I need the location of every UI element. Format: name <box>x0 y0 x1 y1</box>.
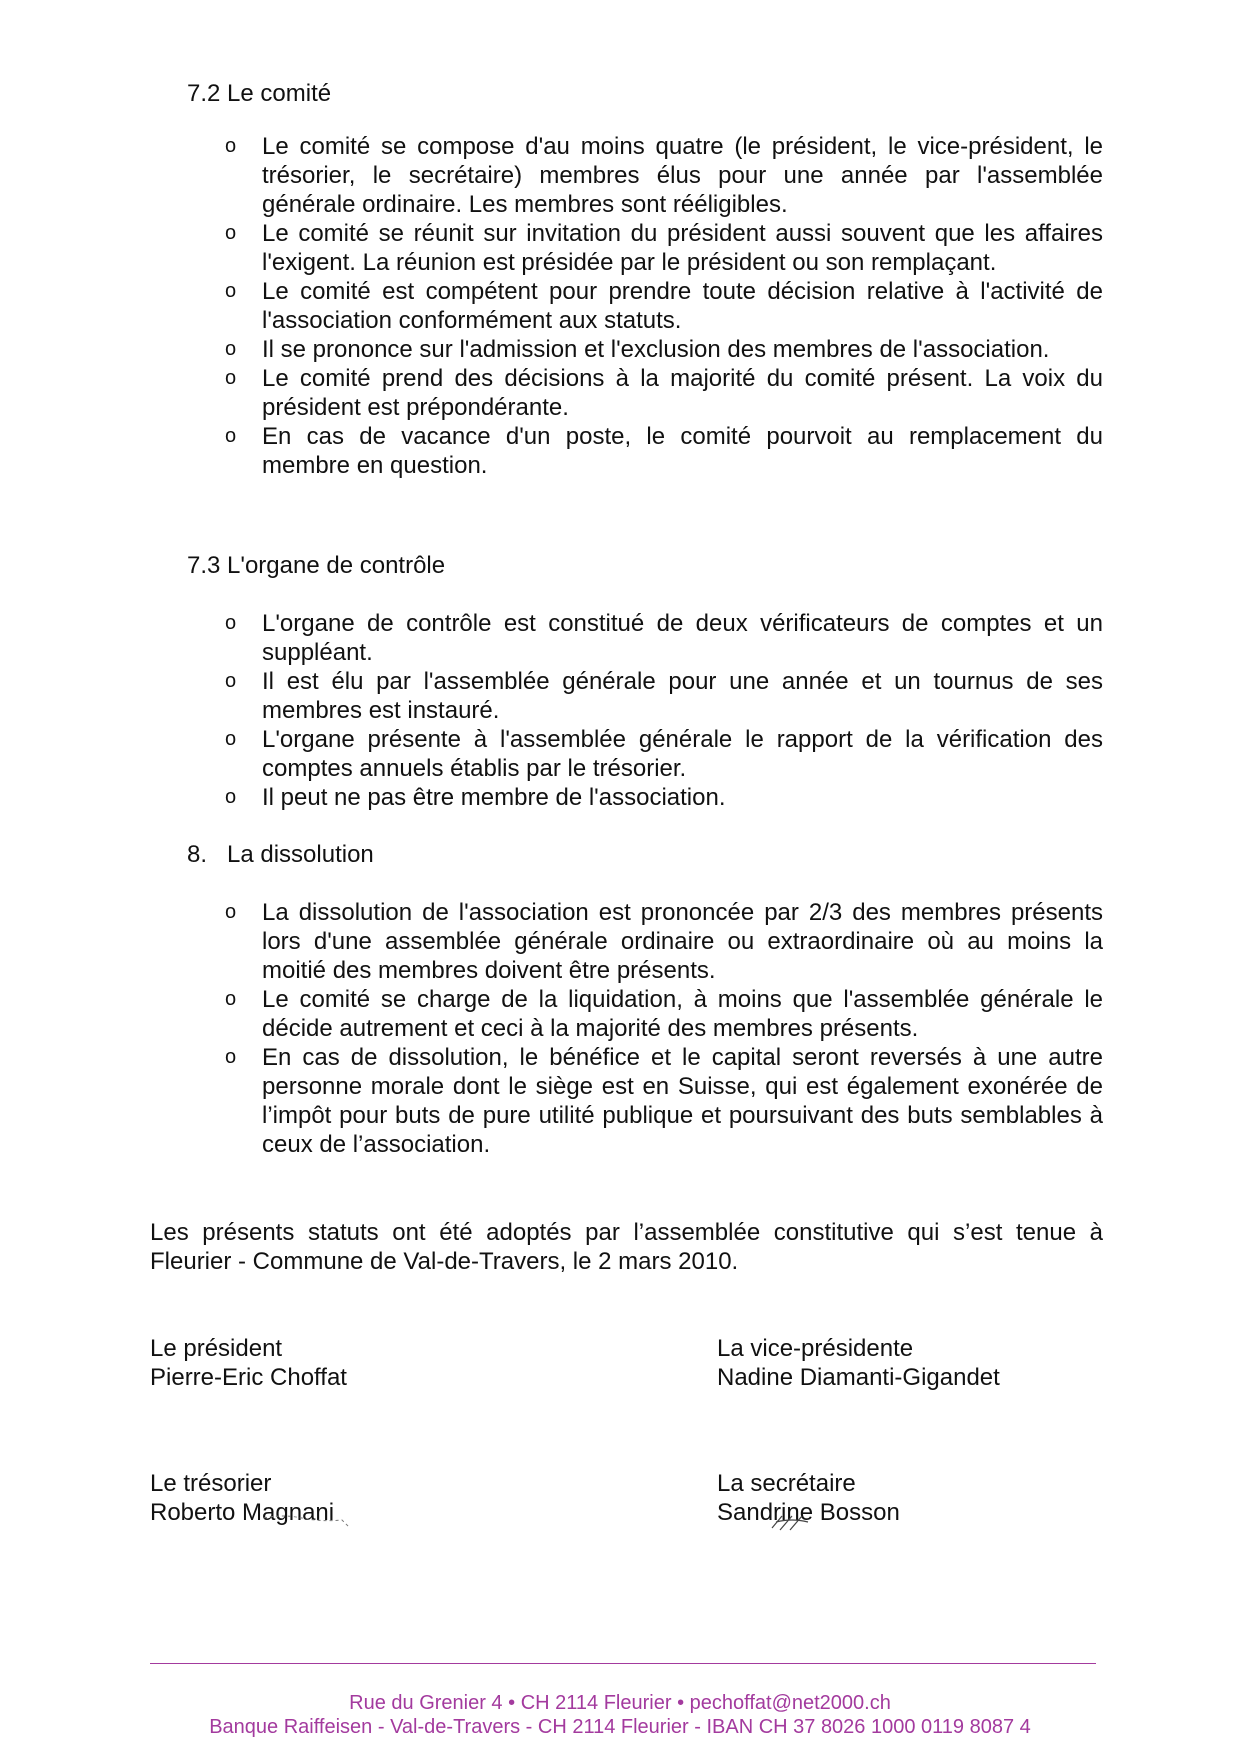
list-item <box>225 219 1103 277</box>
list-item-text: En cas de dissolution, le bénéfice et le capital seront reversés à une autre personne morale dont le siège est en Suisse, qui est également exonérée de l’impôt pour buts de pure utilité publique et poursuivant des buts semblables à ceux de l’association. <box>262 1044 1103 1158</box>
closing-statement: Les présents statuts ont été adoptés par l’assemblée constitutive qui s’est tenue à Fleurier - Commune de Val-de-Travers, le 2 mars 2010. <box>150 1219 1103 1275</box>
signature-role: La vice-présidente <box>717 1335 914 1362</box>
list-item-text: Le comité se compose d'au moins quatre (le président, le vice-président, le trésorier, le secrétaire) membres élus pour une année par l'assemblée générale ordinaire. Les membres sont rééligibles. <box>262 133 1103 218</box>
list-item <box>225 422 1103 480</box>
footer-separator: • <box>508 1692 516 1714</box>
list-item <box>225 364 1103 422</box>
signature-vice-president <box>717 1334 1000 1392</box>
signature-name: Roberto Magnani <box>150 1499 335 1526</box>
bullet-marker: o <box>225 367 237 389</box>
list-item <box>225 725 1103 783</box>
bullet-marker: o <box>225 425 237 447</box>
list-item <box>225 783 1103 812</box>
signature-role: Le trésorier <box>150 1470 272 1497</box>
footer-address-line <box>0 1691 1240 1715</box>
section-heading-committee: 7.2 Le comité <box>187 80 332 107</box>
list-item <box>225 335 1103 364</box>
bullet-marker: o <box>225 222 237 244</box>
list-item <box>225 898 1103 985</box>
list-item-text: Le comité se charge de la liquidation, à moins que l'assemblée générale le décide autrement et ceci à la majorité des membres présents. <box>262 986 1103 1042</box>
list-item-text: Il peut ne pas être membre de l'association. <box>262 784 726 811</box>
list-item <box>225 985 1103 1043</box>
list-item-text: L'organe de contrôle est constitué de deux vérificateurs de comptes et un suppléant. <box>262 610 1103 666</box>
list-item-text: Le comité prend des décisions à la majorité du comité présent. La voix du président est prépondérante. <box>262 365 1103 421</box>
footer-divider <box>150 1663 1096 1664</box>
footer-bank-line: Banque Raiffeisen - Val-de-Travers - CH 2114 Fleurier - IBAN CH 37 8026 1000 0119 8087 4 <box>209 1716 1031 1738</box>
bullet-marker: o <box>225 728 237 750</box>
list-item-text: Il est élu par l'assemblée générale pour une année et un tournus de ses membres est instauré. <box>262 668 1103 724</box>
list-item <box>225 667 1103 725</box>
signature-president <box>150 1334 347 1392</box>
bullet-marker: o <box>225 280 237 302</box>
signature-treasurer <box>150 1469 334 1527</box>
footer-separator: • <box>677 1692 685 1714</box>
section-heading-control: 7.3 L'organe de contrôle <box>187 552 446 579</box>
dissolution-list <box>225 898 1103 1159</box>
section-heading-dissolution <box>187 840 374 869</box>
committee-list <box>225 132 1103 480</box>
control-list <box>225 609 1103 812</box>
signature-role: La secrétaire <box>717 1470 856 1497</box>
list-item <box>225 609 1103 667</box>
list-item <box>225 1043 1103 1159</box>
bullet-marker: o <box>225 338 237 360</box>
list-item-text: Le comité est compétent pour prendre toute décision relative à l'activité de l'association conformément aux statuts. <box>262 278 1103 334</box>
bullet-marker: o <box>225 901 237 923</box>
list-item-text: La dissolution de l'association est prononcée par 2/3 des membres présents lors d'une assemblée générale ordinaire ou extraordinaire où au moins la moitié des membres doivent être présents. <box>262 899 1103 984</box>
footer-email: pechoffat@net2000.ch <box>689 1692 891 1714</box>
bullet-marker: o <box>225 1046 237 1068</box>
signature-secretary <box>717 1469 900 1527</box>
list-item-text: Il se prononce sur l'admission et l'exclusion des membres de l'association. <box>262 336 1050 363</box>
section-title: La dissolution <box>227 841 374 868</box>
footer-city: CH 2114 Fleurier <box>520 1692 672 1714</box>
section-number: 8. <box>187 841 208 868</box>
signature-role: Le président <box>150 1335 283 1362</box>
bullet-marker: o <box>225 612 237 634</box>
signature-name: Sandrine Bosson <box>717 1499 900 1526</box>
bullet-marker: o <box>225 786 237 808</box>
list-item <box>225 132 1103 219</box>
list-item-text: En cas de vacance d'un poste, le comité pourvoit au remplacement du membre en question. <box>262 423 1103 479</box>
signature-name: Nadine Diamanti-Gigandet <box>717 1364 1000 1391</box>
list-item-text: Le comité se réunit sur invitation du président aussi souvent que les affaires l'exigent. La réunion est présidée par le président ou son remplaçant. <box>262 220 1103 276</box>
bullet-marker: o <box>225 670 237 692</box>
list-item-text: L'organe présente à l'assemblée générale le rapport de la vérification des comptes annuels établis par le trésorier. <box>262 726 1103 782</box>
bullet-marker: o <box>225 135 237 157</box>
signature-name: Pierre-Eric Choffat <box>150 1364 347 1391</box>
bullet-marker: o <box>225 988 237 1010</box>
footer-street: Rue du Grenier 4 <box>349 1692 503 1714</box>
list-item <box>225 277 1103 335</box>
